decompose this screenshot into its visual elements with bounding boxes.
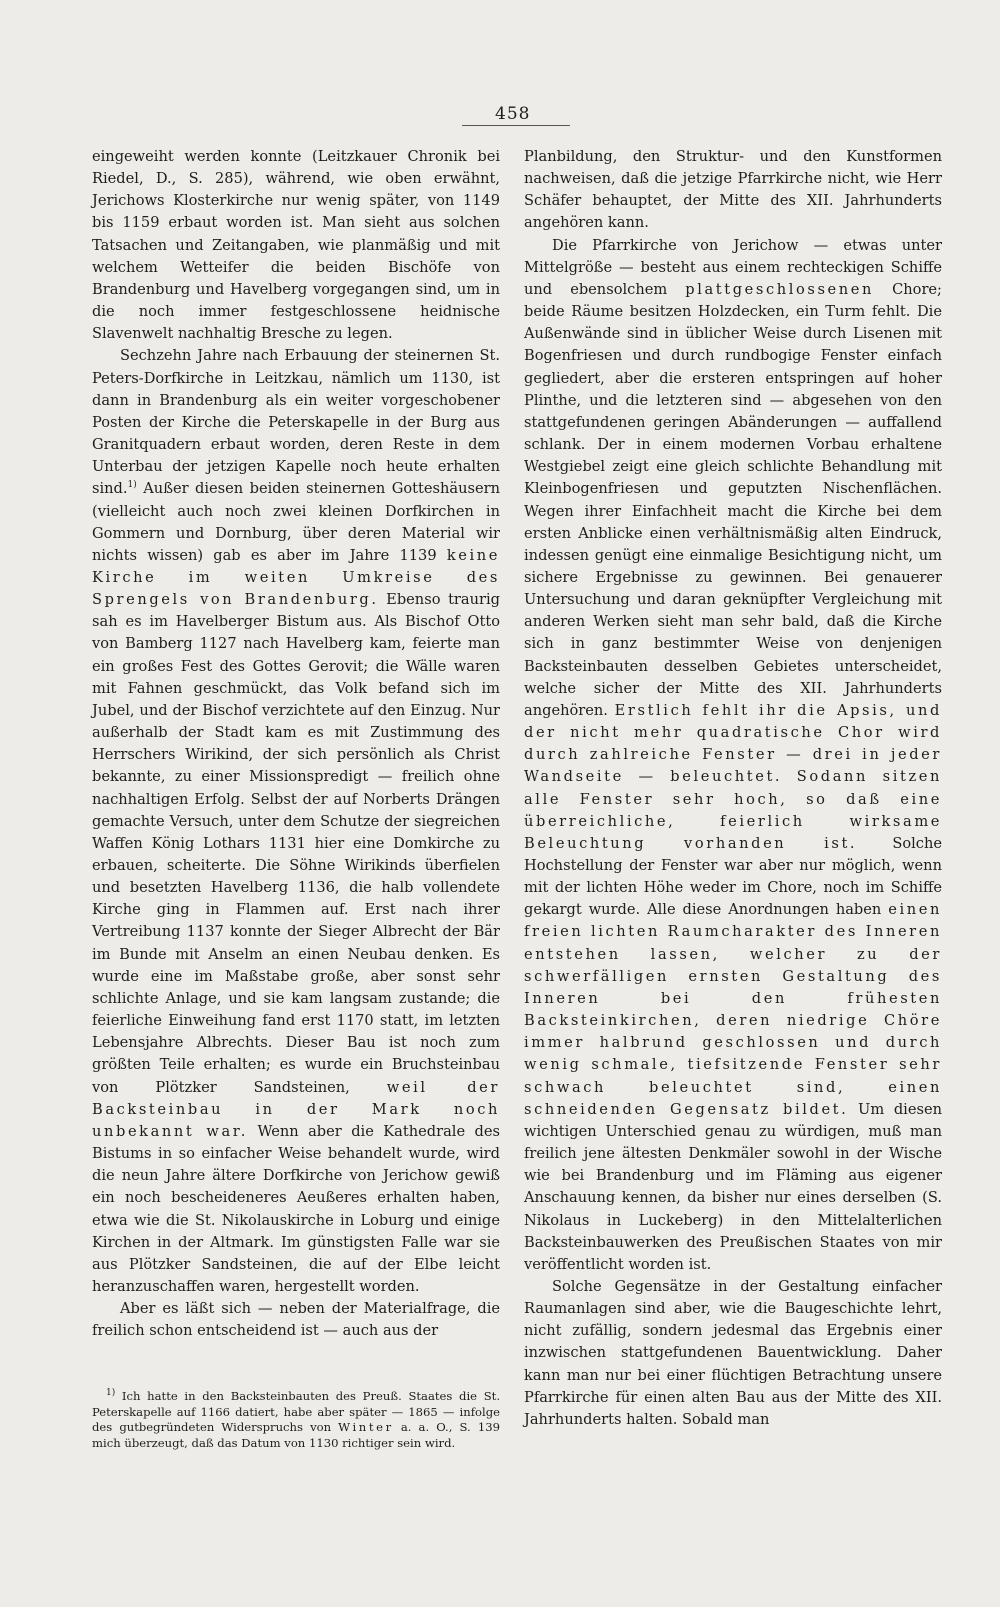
left-column xyxy=(92,146,500,1342)
right-paragraph-3: Solche Gegensätze in der Gestaltung einfacher Raumanlagen sind aber, wie die Baugeschichte lehrt, nicht zufällig, sondern jedesmal das Ergebnis einer inzwischen stattgefundenen Bauentwicklung. Daher kann man nur bei einer flüchtigen Betrachtung unsere Pfarrkirche für einen alten Bau aus der Mitte des XII. Jahrhunderts halten. Sobald man xyxy=(524,1277,942,1428)
right-paragraph-2-spaced-emphasis-2: Erstlich fehlt ihr die Apsis, und der nicht mehr quadratische Chor wird durch zahlreiche Fenster — drei in jeder Wandseite — beleuchtet. Sodann sitzen alle Fenster sehr hoch, so daß eine überreichliche, feierlich wirksame Beleuchtung vorhanden ist. xyxy=(524,701,942,852)
left-paragraph-1: eingeweiht werden konnte (Leitzkauer Chronik bei Riedel, D., S. 285), während, wie oben erwähnt, Jerichows Klosterkirche nur wenig später, von 1149 bis 1159 erbaut worden ist. Man sieht aus solchen Tatsachen und Zeitangaben, wie planmäßig und mit welchem Wetteifer die beiden Bischöfe von Brandenburg und Havelberg vorgegangen sind, um in die noch immer festgeschlossene heidnische Slavenwelt nachhaltig Bresche zu legen. xyxy=(92,148,500,343)
right-paragraph-2 xyxy=(524,235,942,1276)
footnotes xyxy=(92,1389,500,1451)
left-paragraph-3: Aber es läßt sich — neben der Materialfrage, die freilich schon entscheidend ist — auch aus der xyxy=(92,1300,500,1340)
left-paragraph-2-text-b: Außer diesen beiden steinernen Gotteshäusern (vielleicht auch noch zwei kleinen Dorfkirchen in Gommern und Dornburg, über deren Material wir nichts wissen) gab es aber im Jahre 1139 xyxy=(92,480,500,564)
footnote-reference: 1) xyxy=(127,480,137,491)
footnote-marker: 1) xyxy=(106,1388,116,1399)
footnote-text: Ich hatte in den Backsteinbauten des Preuß. Staates die St. Peterskapelle auf 1166 datiert, habe aber später — 1865 — infolge des gutbegründeten Widerspruchs von xyxy=(92,1389,500,1435)
left-paragraph-2-text-d: Wenn aber die Kathedrale des Bistums in so einfacher Weise behandelt wurde, wird die neun Jahre ältere Dorfkirche von Jerichow gewiß ein noch bescheideneres Aeußeres erhalten haben, etwa wie die St. Nikolauskirche in Loburg und einige Kirchen in der Altmark. Im günstigsten Falle war sie aus Plötzker Sandsteinen, die auf der Elbe leicht heranzuschaffen waren, hergestellt worden. xyxy=(92,1122,500,1295)
right-paragraph-2-text-c: Solche Hochstellung der Fenster war aber nur möglich, wenn mit der lichten Höhe weder im Chore, noch im Schiffe gekargt wurde. Alle diese Anordnungen haben xyxy=(524,834,942,919)
page-number: 458 xyxy=(495,104,531,124)
right-paragraph-2-text-d: Um diesen wichtigen Unterschied genau zu würdigen, muß man freilich jene ältesten Denkmäler sowohl in der Wische wie bei Brandenburg und im Fläming aus eigener Anschauung kennen, da bisher nur eines derselben (S. Nikolaus in Luckeberg) in den Mittelalterlichen Backsteinbauwerken des Preußischen Staates von mir veröffentlicht worden ist. xyxy=(524,1100,942,1273)
left-paragraph-2-spaced-emphasis-2: weil der Backsteinbau in der Mark noch unbekannt war. xyxy=(92,1078,500,1140)
right-paragraph-2-spaced-emphasis-3: einen freien lichten Raumcharakter des Inneren entstehen lassen, welcher zu der schwerfälligen ernsten Gestaltung des Inneren bei den frühesten Backsteinkirchen, deren niedrige Chöre immer halbrund geschlossen und durch wenig schmale, tiefsitzende Fenster sehr schwach beleuchtet sind, einen schneidenden Gegensatz bildet. xyxy=(524,901,942,1118)
left-paragraph-2-text-c: Ebenso traurig sah es im Havelberger Bistum aus. Als Bischof Otto von Bamberg 1127 nach Havelberg kam, feierte man ein großes Fest des Gottes Gerovit; die Wälle waren mit Fahnen geschmückt, das Volk befand sich im Jubel, und der Bischof verzichtete auf den Einzug. Nur außerhalb der Stadt kam es mit Zustimmung des Herrschers Wirikind, der sich persönlich als Christ bekannte, zu einer Missionspredigt — freilich ohne nachhaltigen Erfolg. Selbst der auf Norberts Drängen gemachte Versuch, unter dem Schutze der siegreichen Waffen König Lothars 1131 hier eine Domkirche zu erbauen, scheiterte. Die Söhne Wirikinds überfielen und besetzten Havelberg 1136, die halb vollendete Kirche ging in Flammen auf. Erst nach ihrer Vertreibung 1137 konnte der Sieger Albrecht der Bär im Bunde mit Anselm an einen Neubau denken. Es wurde eine im Maßstabe große, aber sonst sehr schlichte Anlage, und sie kam langsam zustande; die feierliche Einweihung fand erst 1170 statt, im letzten Lebensjahre Albrechts. Dieser Bau ist noch zum größten Teile erhalten; es wurde ein Bruchsteinbau von Plötzker Sandsteinen, xyxy=(92,591,500,1096)
right-paragraph-2-spaced-emphasis: plattgeschlossenen xyxy=(685,280,875,298)
left-paragraph-2-text-a: Sechzehn Jahre nach Erbauung der steinernen St. Peters-Dorfkirche in Leitzkau, nämlich um 1130, ist dann in Brandenburg als ein weiter vorgeschobener Posten der Kirche die Peterskapelle in der Burg aus Granitquadern erbaut worden, deren Reste in dem Unterbau der jetzigen Kapelle noch heute erhalten sind. xyxy=(92,347,500,498)
page-number-rule xyxy=(462,125,570,126)
footnote-spaced-name: Winter xyxy=(338,1420,394,1435)
right-column xyxy=(524,146,942,1431)
right-paragraph-1: Planbildung, den Struktur- und den Kunstformen nachweisen, daß die jetzige Pfarrkirche nicht, wie Herr Schäfer behauptet, der Mitte des XII. Jahrhunderts angehören kann. xyxy=(524,148,942,232)
footnote-text-2: a. a. O., S. 139 mich überzeugt, daß das Datum von 1130 richtiger sein wird. xyxy=(92,1420,500,1450)
right-paragraph-2-text-a: Die Pfarrkirche von Jerichow — etwas unter Mittelgröße — besteht aus einem rechteckigen Schiffe und ebensolchem xyxy=(524,236,942,298)
left-paragraph-2-spaced-emphasis: keine Kirche im weiten Umkreise des Sprengels von Brandenburg. xyxy=(92,546,500,609)
left-paragraph-2 xyxy=(92,345,500,1298)
right-paragraph-2-text-b: Chore; beide Räume besitzen Holzdecken, ein Turm fehlt. Die Außenwände sind in üblicher Weise durch Lisenen mit Bogenfriesen und durch rundbogige Fenster einfach gegliedert, aber die ersteren entspringen auf hoher Plinthe, und die letzteren sind — abgesehen von den stattgefundenen geringen Abänderungen — auffallend schlank. Der in einem modernen Vorbau erhaltene Westgiebel zeigt eine gleich schlichte Behandlung mit Kleinbogenfriesen und geputzten Nischenflächen. Wegen ihrer Einfachheit macht die Kirche bei dem ersten Anblicke einen verhältnismäßig alten Eindruck, indessen genügt eine einmalige Besichtigung nicht, um sichere Ergebnisse zu gewinnen. Bei genauerer Untersuchung und daran geknüpfter Vergleichung mit anderen Werken sieht man sehr bald, daß die Kirche sich in ganz bestimmter Weise von denjenigen Backsteinbauten desselben Gebietes unterscheidet, welche sicher der Mitte des XII. Jahrhunderts angehören. xyxy=(524,280,942,719)
footnote-1 xyxy=(92,1389,500,1451)
